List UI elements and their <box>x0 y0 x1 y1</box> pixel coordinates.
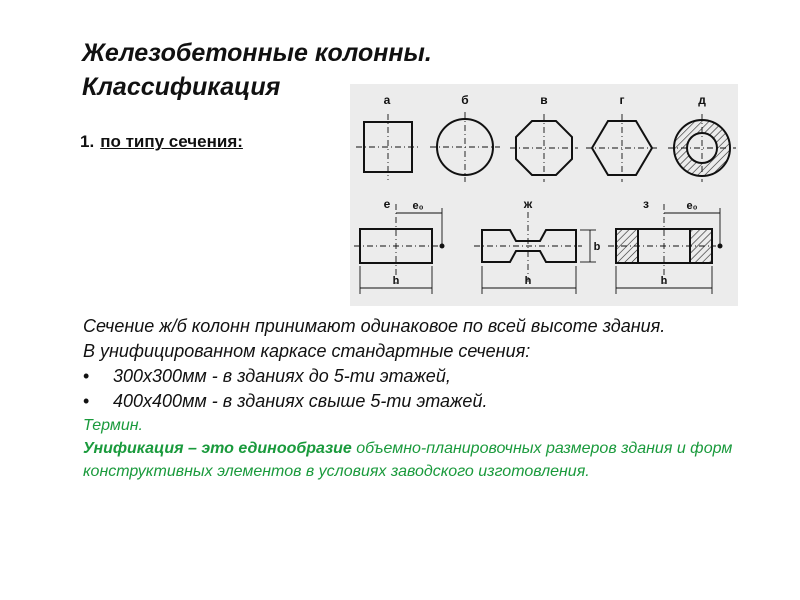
bullet-item-1 <box>83 364 743 389</box>
section-heading <box>80 132 243 152</box>
label-e: е <box>383 197 391 211</box>
term-label: Термин. <box>83 417 143 434</box>
bullet-symbol: • <box>83 391 90 411</box>
label-b-dim: b <box>593 241 601 253</box>
label-g: г <box>619 93 625 107</box>
label-z: з <box>643 197 649 211</box>
label-e0-e: e₀ <box>412 200 424 212</box>
title-line-2: Классификация <box>82 73 281 101</box>
body-line-2: В унифицированном каркасе стандартные сечения: <box>83 341 531 361</box>
bullet-item-2 <box>83 389 743 414</box>
bullet-symbol: • <box>83 366 90 386</box>
bullet-text-1: 300х300мм - в зданиях до 5-ти этажей, <box>113 366 451 386</box>
label-h-zh: h <box>524 275 532 287</box>
section-text: по типу сечения: <box>100 132 243 151</box>
label-v: в <box>540 93 548 107</box>
bullet-text-2: 400х400мм - в зданиях свыше 5-ти этажей. <box>113 391 488 411</box>
label-b: б <box>461 93 469 107</box>
body-text <box>83 314 743 483</box>
cross-sections-drawing <box>350 84 738 306</box>
definition <box>83 437 743 483</box>
label-h-e: h <box>392 275 400 287</box>
label-d: д <box>698 93 706 107</box>
label-h-z: h <box>660 275 668 287</box>
definition-rest: объемно-планировочных размеров здания и форм конструктивных элементов в условиях заводского изготовления. <box>83 440 733 480</box>
cross-sections-figure <box>350 84 738 306</box>
definition-bold: Унификация – это единообразие <box>83 440 352 457</box>
label-a: а <box>383 93 391 107</box>
label-e0-z: e₀ <box>686 200 698 212</box>
title-line-1: Железобетонные колонны. <box>82 39 432 67</box>
label-zh: ж <box>523 197 533 211</box>
body-line-1: Сечение ж/б колонн принимают одинаковое по всей высоте здания. <box>83 316 666 336</box>
section-number: 1. <box>80 132 95 151</box>
